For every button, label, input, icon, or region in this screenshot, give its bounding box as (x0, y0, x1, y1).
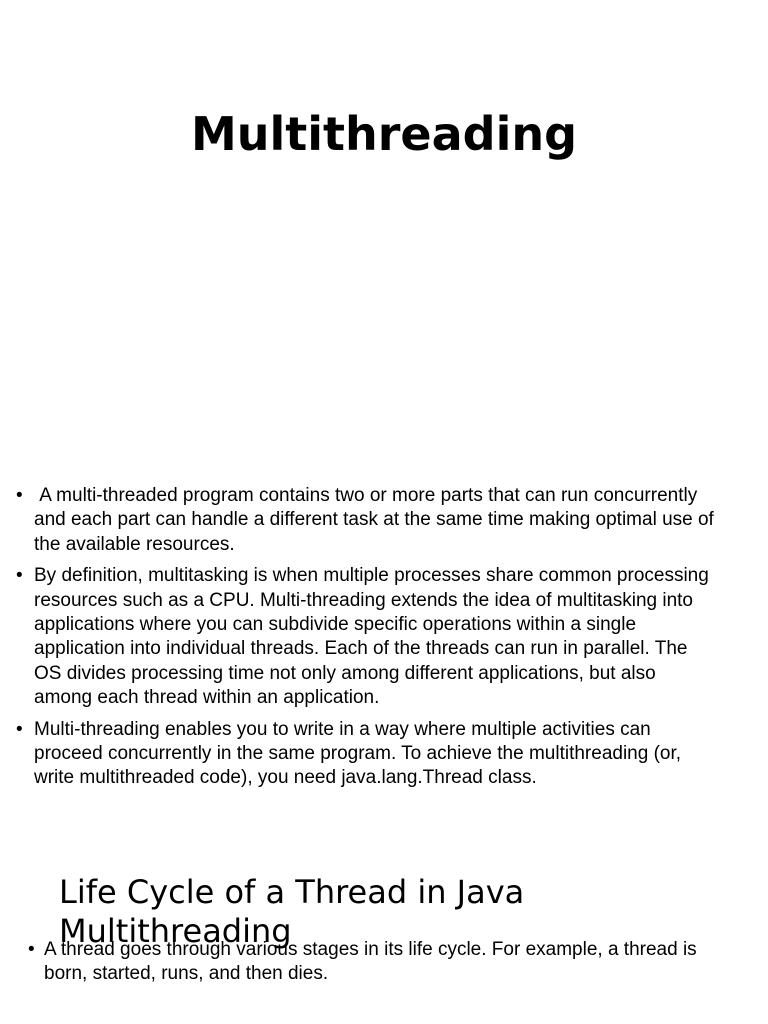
list-item (16, 718, 716, 791)
bullet-dot: • (16, 565, 23, 587)
list-item (16, 564, 716, 710)
bullet-text: Multi-threading enables you to write in a way where multiple activities can proceed concurrently in the same program. To achieve the multithreading (or, write multithreaded code), you need java.lang.Thread class. (34, 718, 682, 789)
bullet-text: A thread goes through various stages in its life cycle. For example, a thread is born, started, runs, and then dies. (44, 939, 697, 985)
section-title: Life Cycle of a Thread in Java Multithreading (59, 873, 525, 950)
bullet-text: By definition, multitasking is when multiple processes share common processing resources such as a CPU. Multi-threading extends the idea of multitasking into applications where you can subdivide specific operations within a single application into individual threads. Each of the threads can run in parallel. The OS divides processing time not only among different applications, but also among each thread within an application. (34, 565, 709, 709)
slide-title: Multithreading (190, 107, 578, 161)
bullet-dot: • (16, 718, 23, 740)
list-item (28, 938, 728, 987)
bullet-dot: • (16, 485, 23, 506)
bullet-dot: • (28, 939, 35, 960)
bullet-text: A multi-threaded program contains two or more parts that can run concurrently and each part can handle a different task at the same time making optimal use of the available resources. (34, 485, 720, 555)
bullet-list (16, 484, 720, 798)
list-item (16, 484, 720, 557)
bullet-list-2 (28, 938, 728, 987)
